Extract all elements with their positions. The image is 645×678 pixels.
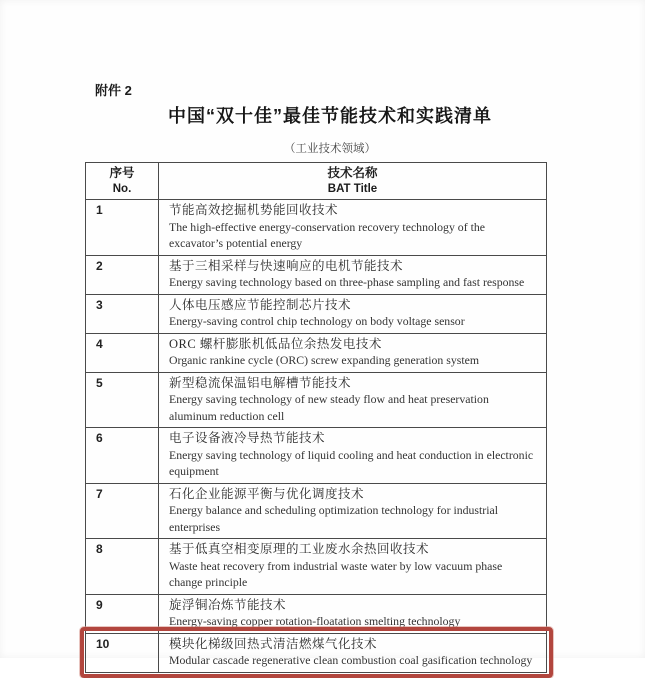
row-number: 8 — [86, 539, 159, 595]
table-row — [86, 200, 547, 256]
tech-name-zh: 节能高效挖掘机势能回收技术 — [169, 203, 339, 217]
tech-name-en: Energy-saving copper rotation-floatation smelting technology — [169, 614, 461, 628]
table-header-row — [86, 163, 547, 200]
row-number: 1 — [86, 200, 159, 256]
table-row — [86, 333, 547, 372]
tech-name-zh: 基于低真空相变原理的工业废水余热回收技术 — [169, 542, 430, 556]
row-title-cell — [159, 200, 547, 256]
attachment-label: 附件 2 — [95, 83, 132, 98]
table-row — [86, 428, 547, 484]
row-number: 5 — [86, 372, 159, 428]
page-title: 中国“双十佳”最佳节能技术和实践清单 — [168, 106, 492, 126]
bat-table — [85, 162, 547, 673]
tech-name-en: Energy saving technology of new steady flow and heat preservation aluminum reduction cell — [169, 392, 489, 423]
row-title-cell — [159, 255, 547, 294]
row-title-cell — [159, 372, 547, 428]
tech-name-zh: 电子设备液冷导热节能技术 — [169, 431, 326, 445]
row-title-cell — [159, 333, 547, 372]
tech-name-zh: 旋浮铜冶炼节能技术 — [169, 597, 287, 612]
tech-name-en: Energy balance and scheduling optimization technology for industrial enterprises — [169, 503, 499, 534]
row-number: 4 — [86, 333, 159, 372]
table-row — [86, 294, 547, 333]
header-cell-no — [86, 163, 159, 200]
row-number: 3 — [86, 294, 159, 333]
header-cell-title — [159, 163, 547, 200]
row-title-cell — [159, 594, 547, 633]
row-number: 9 — [86, 594, 159, 633]
page-subtitle: （工业技术领域） — [284, 143, 376, 155]
row-number: 6 — [86, 428, 159, 484]
row-number: 2 — [86, 255, 159, 294]
tech-name-zh: 模块化梯级回热式清洁燃煤气化技术 — [169, 636, 378, 651]
table-row — [86, 594, 547, 633]
tech-name-zh: 基于三相采样与快速响应的电机节能技术 — [169, 258, 404, 273]
header-no-en: No. — [112, 183, 132, 195]
tech-name-en: Organic rankine cycle (ORC) screw expanding generation system — [169, 353, 480, 367]
header-title-zh: 技术名称 — [327, 166, 378, 180]
tech-name-en: The high-effective energy-conservation recovery technology of the excavator’s potential energy — [169, 219, 485, 250]
tech-name-zh: 新型稳流保温铝电解槽节能技术 — [169, 375, 352, 390]
row-title-cell — [159, 294, 547, 333]
row-title-cell — [159, 539, 547, 595]
tech-name-en: Waste heat recovery from industrial waste water by low vacuum phase change principle — [169, 558, 503, 589]
tech-name-en: Energy saving technology based on three-phase sampling and fast response — [169, 275, 525, 289]
row-title-cell — [159, 633, 547, 672]
table-row — [86, 539, 547, 595]
tech-name-zh: 石化企业能源平衡与优化调度技术 — [169, 486, 365, 501]
row-number: 10 — [86, 633, 159, 672]
tech-name-en: Energy-saving control chip technology on body voltage sensor — [169, 314, 465, 328]
header-title-en: BAT Title — [327, 183, 378, 195]
tech-name-en: Modular cascade regenerative clean combustion coal gasification technology — [169, 653, 533, 667]
table-row — [86, 372, 547, 428]
tech-name-zh: ORC 螺杆膨胀机低品位余热发电技术 — [169, 336, 382, 351]
row-title-cell — [159, 483, 547, 539]
row-number: 7 — [86, 483, 159, 539]
tech-name-zh: 人体电压感应节能控制芯片技术 — [169, 297, 352, 312]
header-no-zh: 序号 — [109, 166, 135, 180]
row-title-cell — [159, 428, 547, 484]
table-row — [86, 483, 547, 539]
table-row — [86, 255, 547, 294]
tech-name-en: Energy saving technology of liquid cooling and heat conduction in electronic equipment — [169, 447, 534, 478]
table-row-highlighted — [86, 633, 547, 672]
